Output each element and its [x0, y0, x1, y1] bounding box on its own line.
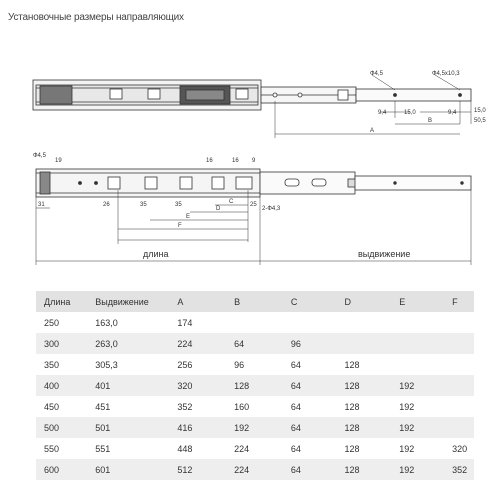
- table-cell: 551: [95, 443, 111, 454]
- table-cell: 601: [95, 459, 177, 480]
- table-cell: 550: [44, 443, 60, 454]
- table-cell: 160: [234, 401, 250, 412]
- table-cell: 64: [291, 417, 345, 438]
- table-cell: 300: [36, 333, 95, 354]
- table-cell: 96: [291, 333, 345, 354]
- table-cell: 448: [177, 443, 193, 454]
- dim-35-b: 35: [175, 202, 182, 208]
- table-cell: 192: [234, 417, 291, 438]
- col-header-E: E: [399, 291, 452, 312]
- col-header-length: Длина: [36, 291, 95, 312]
- table-cell: 352: [452, 459, 474, 480]
- dim-F: F: [178, 223, 182, 229]
- dim-16-a: 16: [206, 158, 213, 164]
- table-cell: 401: [95, 375, 177, 396]
- dim-19: 19: [55, 158, 62, 164]
- table-cell: 128: [344, 443, 360, 454]
- table-row: [36, 333, 474, 354]
- table-cell: 350: [44, 359, 60, 370]
- table-cell: 174: [177, 317, 193, 328]
- extension-label: выдвижение: [358, 249, 411, 259]
- col-header-D: D: [345, 291, 400, 312]
- table-cell: [452, 417, 474, 438]
- table-cell: 192: [399, 401, 415, 412]
- dim-9-4-a: 9,4: [378, 110, 387, 116]
- col-header-F: F: [452, 291, 474, 312]
- table-cell: 64: [290, 359, 301, 370]
- dimensions-table: [36, 291, 474, 480]
- table-cell: 128: [234, 375, 291, 396]
- table-cell: 192: [399, 443, 415, 454]
- table-cell: 450: [44, 401, 60, 412]
- dim-16-b: 16: [232, 158, 239, 164]
- table-row: [36, 438, 474, 459]
- table-cell: 224: [234, 443, 250, 454]
- table-cell: 64: [291, 459, 345, 480]
- table-cell: 263,0: [95, 333, 177, 354]
- table-cell: [345, 333, 400, 354]
- dim-15-b: 15,0: [474, 108, 486, 114]
- table-cell: 128: [345, 459, 400, 480]
- table-cell: [399, 333, 452, 354]
- table-cell: 352: [177, 401, 193, 412]
- length-label: длина: [143, 249, 169, 259]
- table-cell: 64: [290, 443, 301, 454]
- dim-B: B: [428, 118, 433, 124]
- table-cell: [345, 312, 400, 333]
- table-cell: 256: [177, 359, 193, 370]
- table-cell: [452, 375, 474, 396]
- table-cell: 64: [290, 401, 301, 412]
- table-cell: 128: [344, 401, 360, 412]
- dim-9: 9: [252, 158, 256, 164]
- table-cell: 250: [44, 317, 60, 328]
- table-cell: 416: [177, 417, 234, 438]
- table-cell: 512: [177, 459, 234, 480]
- table-cell: 64: [234, 333, 291, 354]
- table-cell: 96: [234, 359, 245, 370]
- dim-C: C: [229, 199, 234, 205]
- dim-31: 31: [38, 202, 45, 208]
- table-cell: 305,3: [95, 359, 118, 370]
- table-cell: 128: [344, 359, 360, 370]
- table-cell: 64: [291, 375, 345, 396]
- dim-slot-4-5x10-3: Ф4,5х10,3: [432, 71, 460, 77]
- table-cell: 192: [399, 375, 452, 396]
- table-cell: 224: [234, 459, 291, 480]
- table-cell: [452, 333, 474, 354]
- top-view-slide: [33, 75, 471, 138]
- dim-2-holes-4-3: 2-Ф4,3: [262, 206, 281, 212]
- table-cell: 600: [36, 459, 95, 480]
- table-cell: [452, 396, 474, 417]
- table-cell: [291, 312, 345, 333]
- table-row: [36, 375, 474, 396]
- table-cell: 163,0: [95, 317, 118, 328]
- col-header-C: C: [291, 291, 345, 312]
- table-cell: [399, 312, 452, 333]
- dim-9-4-b: 9,4: [448, 110, 457, 116]
- top-view-dimension-labels: [370, 71, 486, 134]
- table-cell: [452, 354, 474, 375]
- col-header-A: A: [177, 291, 234, 312]
- table-row: [36, 312, 474, 333]
- page-title: Установочные размеры направляющих: [8, 12, 184, 23]
- table-cell: 320: [452, 443, 468, 454]
- table-cell: 501: [95, 417, 177, 438]
- table-header-row: [36, 291, 474, 312]
- table-cell: 400: [36, 375, 95, 396]
- table-cell: 320: [177, 375, 234, 396]
- table-cell: [399, 354, 452, 375]
- table-cell: 128: [345, 417, 400, 438]
- table-cell: 224: [177, 333, 234, 354]
- dim-25: 25: [250, 202, 257, 208]
- table-row: [36, 354, 474, 375]
- table-row: [36, 459, 474, 480]
- dim-A: A: [370, 128, 375, 134]
- table-cell: 192: [399, 459, 452, 480]
- dim-E: E: [186, 214, 191, 220]
- dim-hole-4-5: Ф4,5: [370, 71, 383, 77]
- table-cell: 192: [399, 417, 452, 438]
- dim-hole-4-5-side: Ф4,5: [33, 153, 46, 159]
- dim-26: 26: [103, 202, 110, 208]
- col-header-extension: Выдвижение: [95, 291, 177, 312]
- table-cell: 451: [95, 401, 111, 412]
- table-row: [36, 396, 474, 417]
- table-cell: 500: [36, 417, 95, 438]
- dim-D: D: [216, 206, 221, 212]
- dim-15-a: 15,0: [404, 110, 416, 116]
- dim-50-5: 50,5: [474, 118, 486, 124]
- table-cell: 128: [345, 375, 400, 396]
- col-header-B: B: [234, 291, 291, 312]
- table-cell: [234, 312, 291, 333]
- dim-35-a: 35: [140, 202, 147, 208]
- table-cell: [452, 312, 474, 333]
- table-row: [36, 417, 474, 438]
